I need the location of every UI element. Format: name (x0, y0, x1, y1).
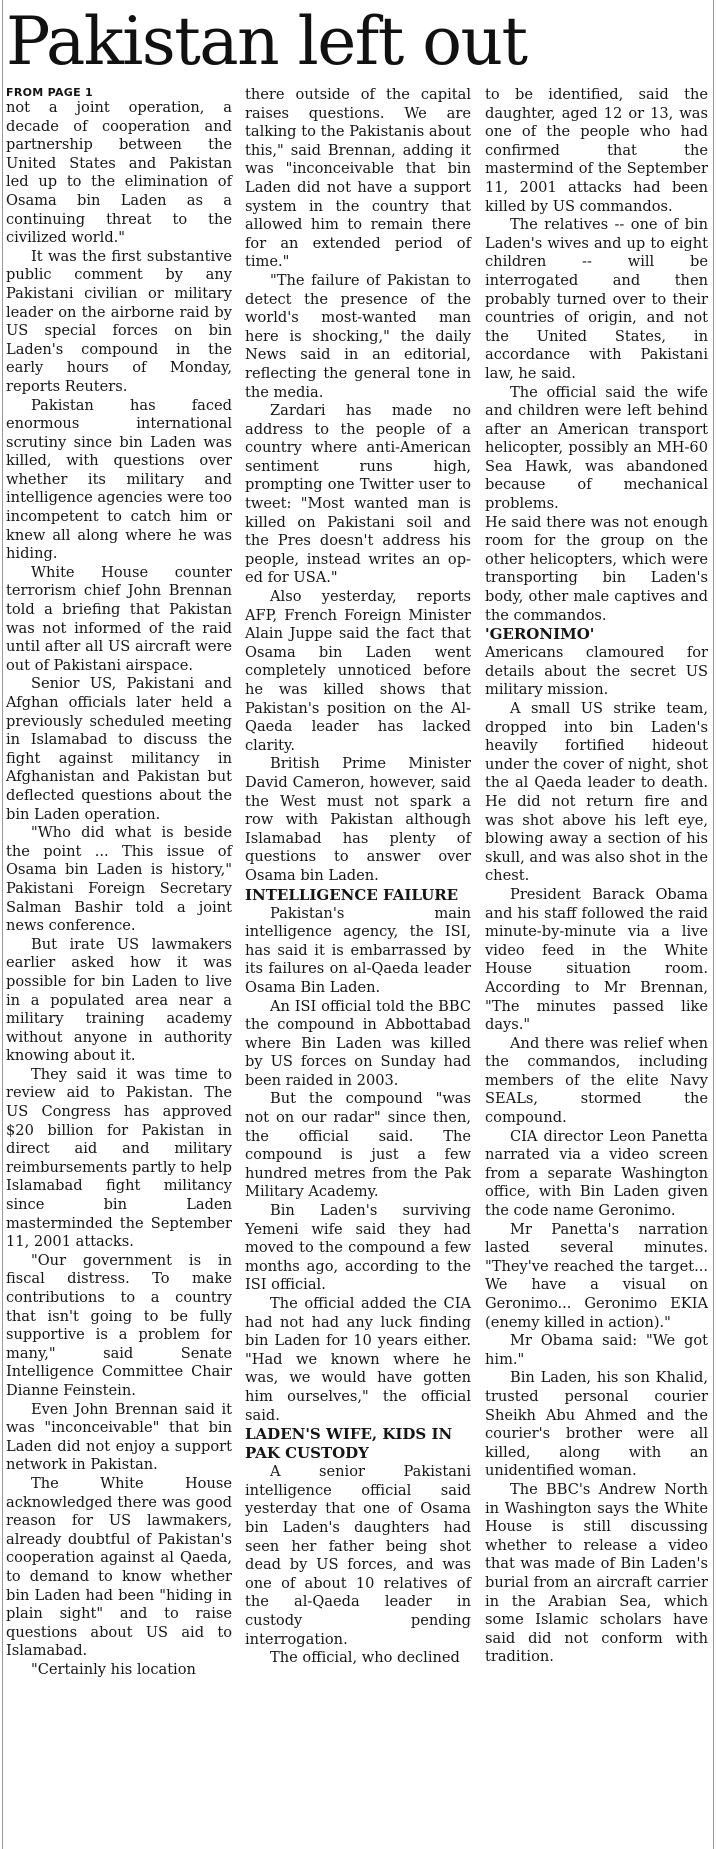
paragraph: Also yesterday, reports AFP, French Foreign Minister Alain Juppe said the fact that Osama bin Laden went completely unnoticed before he was killed shows that Pakistan's position on the Al-Qaeda leader has lacked clarity. (245, 588, 471, 754)
paragraph: CIA director Leon Panetta narrated via a video screen from a separate Washington office, with Bin Laden given the code name Geronimo. (485, 1127, 708, 1220)
paragraph: there outside of the capital raises questions. We are talking to the Pakistanis about this," said Brennan, adding it was "inconceivable that bin Laden did not have a support system in the country that allowed him to remain there for an extended period of time." (245, 86, 471, 271)
paragraph: The relatives -- one of bin Laden's wives and up to eight children -- will be interrogated and then probably turned over to their countries of origin, and not the United States, in accordance with Pakistani law, he said. (485, 216, 708, 382)
paragraph: not a joint operation, a decade of cooperation and partnership between the United States and Pakistan led up to the elimination of Osama bin Laden as a continuing threat to the civilized world." (6, 99, 232, 247)
left-border-rule (2, 0, 3, 1849)
column-2 (245, 86, 471, 1668)
paragraph: Senior US, Pakistani and Afghan officials later held a previously scheduled meeting in Islamabad to discuss the fight against militancy in Afghanistan and Pakistan but deflected questions about the bin Laden operation. (6, 675, 232, 823)
paragraph: The White House acknowledged there was good reason for US lawmakers, already doubtful of Pakistan's cooperation against al Qaeda, to demand to know whether bin Laden had been "hiding in plain sight" and to raise questions about US aid to Islamabad. (6, 1474, 232, 1660)
paragraph: "Who did what is beside the point ... This issue of Osama bin Laden is history," Pakistani Foreign Secretary Salman Bashir told a joint news conference. (6, 824, 232, 935)
paragraph: "Certainly his location (31, 1660, 196, 1678)
paragraph: And there was relief when the commandos, including members of the elite Navy SEALs, stormed the compound. (485, 1034, 708, 1127)
paragraph: The BBC's Andrew North in Washington says the White House is still discussing whether to release a video that was made of Bin Laden's burial from an aircraft carrier in the Arabian Sea, which some Islamic scholars have said did not conform with tradition. (485, 1480, 708, 1666)
paragraph: "The failure of Pakistan to detect the presence of the world's most-wanted man here is shocking," the daily News said in an editorial, reflecting the general tone in the media. (245, 271, 471, 401)
paragraph: President Barack Obama and his staff followed the raid minute-by-minute via a live video feed in the White House situation room. According to Mr Brennan, "The minutes passed like days." (485, 885, 708, 1034)
paragraph: Bin Laden's surviving Yemeni wife said they had moved to the compound a few months ago, according to the ISI official. (245, 1202, 471, 1294)
paragraph: The official, who declined (270, 1649, 460, 1667)
subhead-wife-kids-custody: LADEN'S WIFE, KIDS IN PAK CUSTODY (245, 1425, 453, 1463)
paragraph: They said it was time to review aid to Pakistan. The US Congress has approved $20 billion for Pakistan in direct aid and military reimbursements partly to help Islamabad fight militancy since bin Laden masterminded the September 11, 2001 attacks. (6, 1065, 232, 1251)
headline: Pakistan left out (6, 3, 527, 80)
paragraph: It was the first substantive public comment by any Pakistani civilian or military leader on the airborne raid by US special forces on bin Laden's compound in the early hours of Monday, reports Reuters. (6, 247, 232, 395)
subhead-intelligence-failure: INTELLIGENCE FAILURE (245, 885, 459, 904)
paragraph: British Prime Minister David Cameron, however, said the West must not spark a row with Pakistan although Islamabad has plenty of questions to answer over Osama bin Laden. (245, 755, 471, 884)
paragraph: The official added the CIA had not had any luck finding bin Laden for 10 years either. "Had we known where he was, we would have gotten him ourselves," the official said. (245, 1295, 471, 1424)
paragraph: A small US strike team, dropped into bin Laden's heavily fortified hideout under the cover of night, shot the al Qaeda leader to death. He did not return fire and was shot above his left eye, blowing away a section of his skull, and was also shot in the chest. (485, 700, 708, 885)
paragraph: Pakistan's main intelligence agency, the ISI, has said it is embarrassed by its failures on al-Qaeda leader Osama Bin Laden. (245, 904, 471, 996)
subhead-geronimo: 'GERONIMO' (485, 625, 595, 644)
paragraph: A senior Pakistani intelligence official said yesterday that one of Osama bin Laden's daughters had seen her father being shot dead by US forces, and was one of about 10 relatives of the al-Qaeda leader in custody pending interrogation. (245, 1463, 471, 1648)
paragraph: Zardari has made no address to the people of a country where anti-American sentiment runs high, prompting one Twitter user to tweet: "Most wanted man is killed on Pakistani soil and the Pres doesn't address his people, instead writes an op-ed for USA." (245, 402, 471, 587)
paragraph: Mr Panetta's narration lasted several minutes. "They've reached the target... We have a visual on Geronimo... Geronimo EKIA (enemy killed in action)." (485, 1220, 708, 1331)
paragraph: "Our government is in fiscal distress. To make contributions to a country that isn't going to be fully supportive is a problem for many," said Senate Intelligence Committee Chair Dianne Feinstein. (6, 1251, 232, 1399)
column-1 (6, 86, 232, 1679)
column-3 (485, 86, 708, 1667)
paragraph: to be identified, said the daughter, aged 12 or 13, was one of the people who had confirmed that the mastermind of the September 11, 2001 attacks had been killed by US commandos. (485, 86, 708, 215)
paragraph: He said there was not enough room for the group on the other helicopters, which were transporting bin Laden's body, other male captives and the commandos. (485, 513, 708, 624)
paragraph: Americans clamoured for details about the secret US military mission. (485, 644, 708, 699)
from-page-label: FROM PAGE 1 (6, 86, 94, 99)
paragraph: Bin Laden, his son Khalid, trusted personal courier Sheikh Abu Ahmed and the courier's brother were all killed, along with an unidentified woman. (485, 1369, 708, 1480)
paragraph: Mr Obama said: "We got him." (485, 1332, 708, 1368)
paragraph: The official said the wife and children were left behind after an American transport helicopter, possibly an MH-60 Sea Hawk, was abandoned because of mechanical problems. (485, 383, 708, 513)
paragraph: Pakistan has faced enormous international scrutiny since bin Laden was killed, with questions over whether its military and intelligence agencies were too incompetent to catch him or knew all along where he was hiding. (6, 396, 232, 563)
paragraph: But the compound "was not on our radar" since then, the official said. The compound is just a few hundred metres from the Pak Military Academy. (245, 1090, 471, 1201)
paragraph: White House counter terrorism chief John Brennan told a briefing that Pakistan was not informed of the raid until after all US aircraft were out of Pakistani airspace. (6, 563, 232, 674)
paragraph: An ISI official told the BBC the compound in Abbottabad where Bin Laden was killed by US forces on Sunday had been raided in 2003. (245, 997, 471, 1089)
right-border-rule (713, 0, 714, 1849)
paragraph: But irate US lawmakers earlier asked how it was possible for bin Laden to live in a populated area near a military training academy without anyone in authority knowing about it. (6, 935, 232, 1065)
paragraph: Even John Brennan said it was "inconceivable" that bin Laden did not enjoy a support network in Pakistan. (6, 1400, 232, 1474)
